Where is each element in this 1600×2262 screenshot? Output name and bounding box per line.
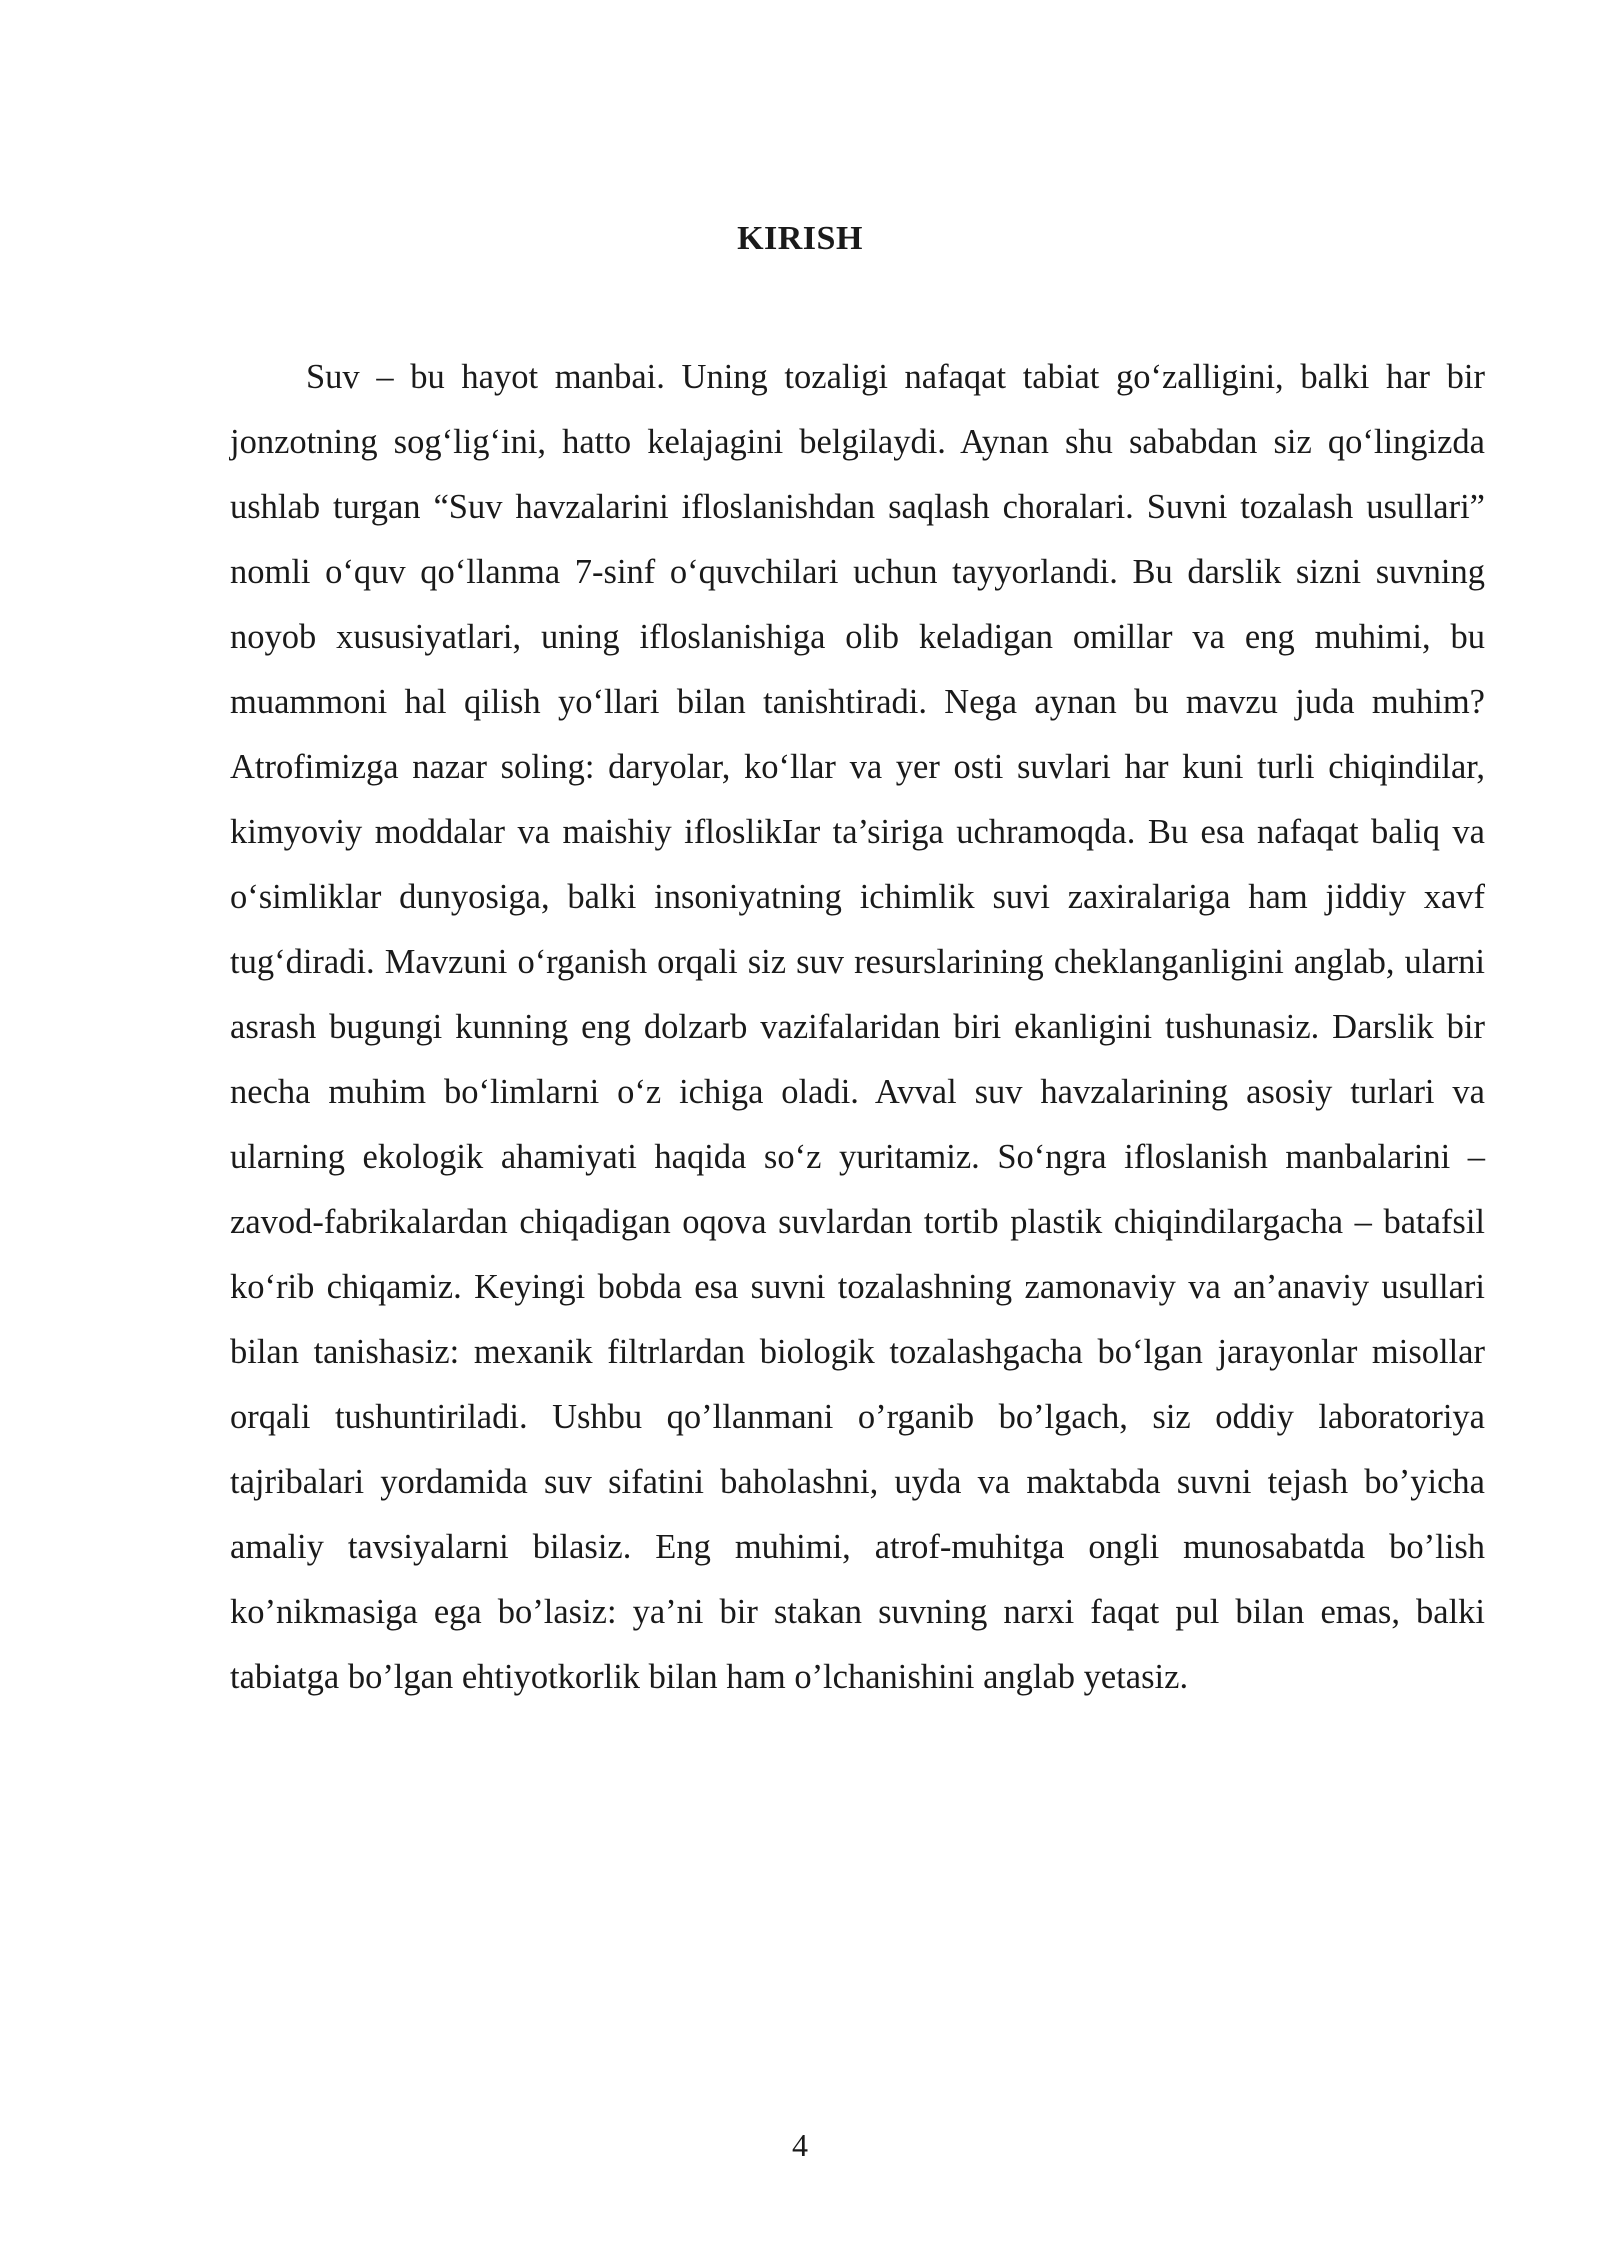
page-title: KIRISH	[737, 220, 863, 257]
body-paragraph: Suv – bu hayot manbai. Uning tozaligi nafaqat tabiat go‘zalligini, balki har bir jonzotning sog‘lig‘ini, hatto kelajagini belgilaydi. Aynan shu sababdan siz qo‘lingizda ushlab turgan “Suv havzalarini ifloslanishdan saqlash choralari. Suvni tozalash usullari” nomli o‘quv qo‘llanma 7-sinf o‘quvchilari uchun tayyorlandi. Bu darslik sizni suvning noyob xususiyatlari, uning ifloslanishiga olib keladigan omillar va eng muhimi, bu muammoni hal qilish yo‘llari bilan tanishtiradi. Nega aynan bu mavzu juda muhim? Atrofimizga nazar soling: daryolar, ko‘llar va yer osti suvlari har kuni turli chiqindilar, kimyoviy moddalar va maishiy ifloslikIar ta’siriga uchramoqda. Bu esa nafaqat baliq va o‘simliklar dunyosiga, balki insoniyatning ichimlik suvi zaxiralariga ham jiddiy xavf tug‘diradi. Mavzuni o‘rganish orqali siz suv resurslarining cheklanganligini anglab, ularni asrash bugungi kunning eng dolzarb vazifalaridan biri ekanligini tushunasiz. Darslik bir necha muhim bo‘limlarni o‘z ichiga oladi. Avval suv havzalarining asosiy turlari va ularning ekologik ahamiyati haqida so‘z yuritamiz. So‘ngra ifloslanish manbalarini – zavod-fabrikalardan chiqadigan oqova suvlardan tortib plastik chiqindilargacha – batafsil ko‘rib chiqamiz. Keyingi bobda esa suvni tozalashning zamonaviy va an’anaviy usullari bilan tanishasiz: mexanik filtrlardan biologik tozalashgacha bo‘lgan jarayonlar misollar orqali tushuntiriladi. Ushbu qo’llanmani o’rganib bo’lgach, siz oddiy laboratoriya tajribalari yordamida suv sifatini baholashni, uyda va maktabda suvni tejash bo’yicha amaliy tavsiyalarni bilasiz. Eng muhimi, atrof-muhitga ongli munosabatda bo’lish ko’nikmasiga ega bo’lasiz: ya’ni bir stakan suvning narxi faqat pul bilan emas, balki tabiatga bo’lgan ehtiyotkorlik bilan ham o’lchanishini anglab yetasiz.	[230, 358, 1485, 1696]
page-number: 4	[792, 2127, 808, 2163]
